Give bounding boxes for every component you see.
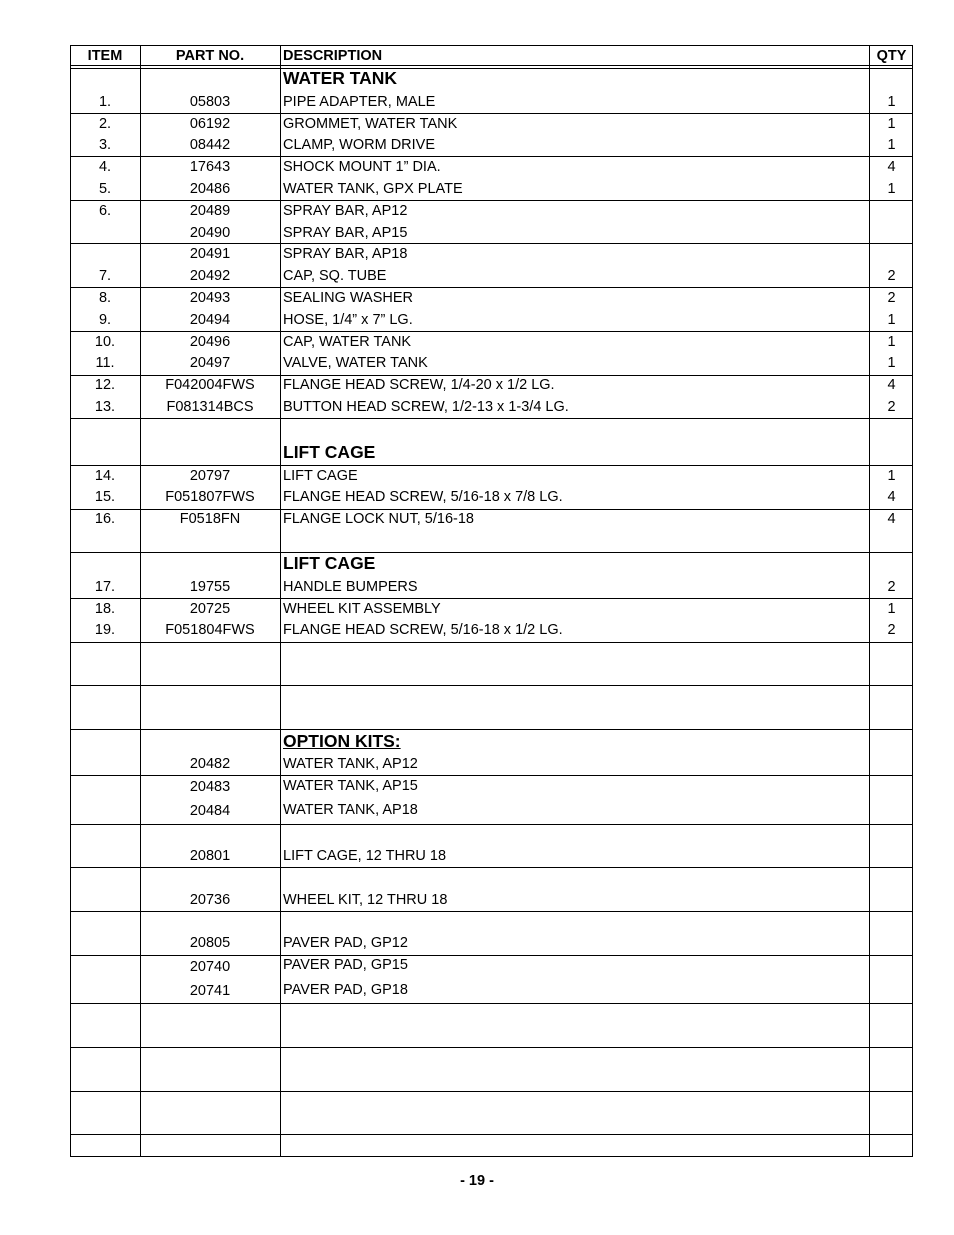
part-description: CAP, WATER TANK (283, 334, 412, 350)
row-divider (70, 685, 913, 686)
part-quantity: 2 (887, 579, 896, 595)
part-description: WATER TANK, GPX PLATE (283, 181, 463, 197)
row-divider (70, 1091, 913, 1092)
item-number: 14. (94, 468, 116, 484)
row-divider (70, 867, 913, 868)
part-description: HOSE, 1/4” x 7” LG. (283, 312, 413, 328)
part-quantity: 4 (887, 511, 896, 527)
part-number: 20741 (189, 983, 231, 999)
part-number: F081314BCS (166, 399, 254, 415)
section-title-lift-cage: LIFT CAGE (283, 553, 376, 573)
header-description: DESCRIPTION (283, 48, 383, 64)
part-number: F051807FWS (165, 489, 255, 505)
part-description: BUTTON HEAD SCREW, 1/2-13 x 1-3/4 LG. (283, 399, 569, 415)
row-divider (70, 1134, 913, 1135)
part-number: F051804FWS (165, 622, 255, 638)
item-number: 2. (98, 116, 112, 132)
part-number: 20486 (189, 181, 231, 197)
section-title-lift-cage: LIFT CAGE (283, 442, 376, 462)
row-divider (70, 824, 913, 825)
part-quantity: 1 (887, 94, 896, 110)
part-description: PAVER PAD, GP15 (283, 957, 408, 973)
section-title-water-tank: WATER TANK (283, 68, 398, 88)
item-number: 11. (95, 355, 115, 371)
row-divider (70, 465, 913, 466)
part-number: 20497 (189, 355, 231, 371)
item-number: 1. (98, 94, 112, 110)
part-number: 20496 (189, 334, 231, 350)
part-description: CLAMP, WORM DRIVE (283, 137, 436, 153)
item-number (70, 245, 140, 263)
part-number: F042004FWS (165, 377, 255, 393)
part-description: WATER TANK, AP12 (283, 756, 418, 772)
part-number: 20801 (189, 848, 231, 864)
item-number: 5. (98, 181, 112, 197)
part-description: FLANGE HEAD SCREW, 5/16-18 x 1/2 LG. (283, 622, 563, 638)
row-divider (70, 200, 913, 201)
part-description: WATER TANK, AP18 (283, 802, 418, 818)
part-description: PAVER PAD, GP12 (283, 935, 408, 951)
part-description: GROMMET, WATER TANK (283, 116, 458, 132)
row-divider (70, 418, 913, 419)
part-quantity: 1 (887, 355, 896, 371)
item-number: 7. (98, 268, 112, 284)
part-number: 20484 (189, 803, 231, 819)
part-description: SPRAY BAR, AP18 (283, 246, 408, 262)
row-divider (70, 331, 913, 332)
row-divider (70, 156, 913, 157)
part-description: PIPE ADAPTER, MALE (283, 94, 436, 110)
part-description: LIFT CAGE (283, 468, 358, 484)
header-part-no: PART NO. (175, 48, 245, 64)
part-quantity (870, 202, 913, 220)
parts-list-table (70, 45, 913, 1157)
row-divider (70, 1047, 913, 1048)
item-number: 17. (94, 579, 116, 595)
part-description: FLANGE LOCK NUT, 5/16-18 (283, 511, 474, 527)
part-description: FLANGE HEAD SCREW, 5/16-18 x 7/8 LG. (283, 489, 563, 505)
item-number: 19. (94, 622, 116, 638)
part-quantity: 1 (887, 334, 896, 350)
part-description: HANDLE BUMPERS (283, 579, 418, 595)
part-number: 20490 (189, 225, 231, 241)
part-description: WHEEL KIT, 12 THRU 18 (283, 892, 448, 908)
header-qty: QTY (876, 48, 907, 64)
part-quantity: 2 (887, 290, 896, 306)
part-description: LIFT CAGE, 12 THRU 18 (283, 848, 447, 864)
part-number: 05803 (189, 94, 231, 110)
part-number: 20494 (189, 312, 231, 328)
item-number: 9. (98, 312, 112, 328)
part-number: 20489 (189, 203, 231, 219)
part-quantity: 1 (887, 312, 896, 328)
table-border-top (70, 45, 913, 46)
part-description: FLANGE HEAD SCREW, 1/4-20 x 1/2 LG. (283, 377, 555, 393)
part-quantity: 1 (887, 601, 896, 617)
part-number: 20736 (189, 892, 231, 908)
part-quantity: 2 (887, 399, 896, 415)
part-description: SPRAY BAR, AP15 (283, 225, 408, 241)
part-quantity: 4 (887, 159, 896, 175)
item-number: 4. (98, 159, 112, 175)
page-number: - 19 - (460, 1173, 494, 1189)
part-number: 20492 (189, 268, 231, 284)
row-divider (70, 287, 913, 288)
section-title-option-kits: OPTION KITS: (283, 731, 401, 751)
item-number: 16. (94, 511, 116, 527)
part-description: SPRAY BAR, AP12 (283, 203, 408, 219)
part-number: 20491 (189, 246, 231, 262)
part-description: PAVER PAD, GP18 (283, 982, 408, 998)
part-quantity (870, 224, 913, 242)
row-divider (70, 642, 913, 643)
row-divider (70, 911, 913, 912)
item-number: 15. (94, 489, 116, 505)
part-quantity: 1 (887, 116, 896, 132)
row-divider (70, 243, 913, 244)
item-number: 12. (94, 377, 116, 393)
part-quantity: 1 (887, 137, 896, 153)
part-quantity: 2 (887, 622, 896, 638)
item-number: 8. (98, 290, 112, 306)
part-quantity (870, 245, 913, 263)
part-number: F0518FN (179, 511, 241, 527)
row-divider (70, 775, 913, 776)
part-quantity: 1 (887, 468, 896, 484)
part-description: SEALING WASHER (283, 290, 413, 306)
item-number: 18. (94, 601, 116, 617)
column-divider (280, 45, 281, 1157)
part-number: 20725 (189, 601, 231, 617)
item-number: 13. (94, 399, 116, 415)
item-number: 6. (98, 203, 112, 219)
part-description: CAP, SQ. TUBE (283, 268, 387, 284)
part-quantity: 2 (887, 268, 896, 284)
part-number: 19755 (189, 579, 231, 595)
part-number: 20483 (189, 779, 231, 795)
item-number (70, 224, 140, 242)
part-quantity: 4 (887, 377, 896, 393)
row-divider (70, 598, 913, 599)
part-description: WATER TANK, AP15 (283, 778, 418, 794)
part-number: 20805 (189, 935, 231, 951)
part-quantity: 1 (887, 181, 896, 197)
part-description: WHEEL KIT ASSEMBLY (283, 601, 441, 617)
part-number: 20740 (189, 959, 231, 975)
part-number: 20493 (189, 290, 231, 306)
part-description: VALVE, WATER TANK (283, 355, 428, 371)
item-number: 10. (94, 334, 116, 350)
part-number: 20482 (189, 756, 231, 772)
part-quantity: 4 (887, 489, 896, 505)
part-number: 17643 (189, 159, 231, 175)
part-number: 20797 (189, 468, 231, 484)
row-divider (70, 113, 913, 114)
part-description: SHOCK MOUNT 1” DIA. (283, 159, 441, 175)
item-number: 3. (98, 137, 112, 153)
row-divider (70, 1003, 913, 1004)
table-border-bottom (70, 1156, 913, 1157)
row-divider (70, 65, 913, 66)
header-item: ITEM (87, 48, 123, 64)
part-number: 06192 (189, 116, 231, 132)
part-number: 08442 (189, 137, 231, 153)
